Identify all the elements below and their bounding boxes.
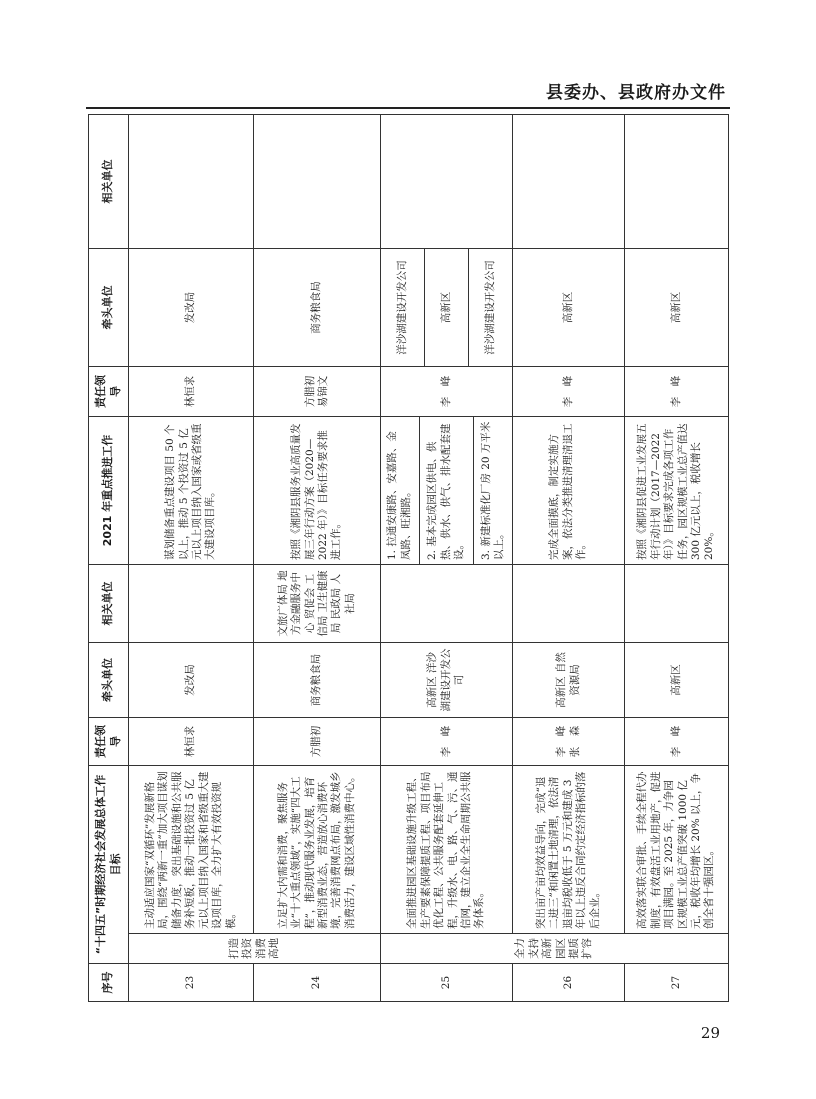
- row-related: [513, 565, 625, 643]
- row-leader: 李 峰: [381, 718, 513, 766]
- header-related-2: 相关单位: [89, 115, 129, 249]
- row-leader-2: 李 峰: [513, 367, 625, 417]
- row-leader: 方腊初: [254, 718, 381, 766]
- row-leader-2: 李 峰: [625, 367, 729, 417]
- row-related-2: [381, 115, 513, 249]
- header-lead-unit-2: 牵头单位: [89, 249, 129, 367]
- table-row: [254, 115, 381, 1002]
- row-related-2: [129, 115, 254, 249]
- header-work-2021: 2021 年重点推进工作: [89, 417, 129, 565]
- lead-unit-item: 洋沙湖建设开发公司: [381, 249, 424, 366]
- row-seq: 27: [625, 964, 729, 1002]
- row-leader-2: 李 峰: [381, 367, 513, 417]
- row-seq: 23: [129, 964, 254, 1002]
- row-leader-2: 林恒求: [129, 367, 254, 417]
- row-goal: 突出亩产亩均效益导向，完成“退二进三”和闲置土地清理，依法清退亩均税收低于 5 万元和建成 3 年以上违反合同约定经济指标的落后企业。: [513, 766, 625, 934]
- rotated-table-container: [88, 115, 728, 1002]
- table-row: [513, 115, 625, 1002]
- row-lead-unit: 商务粮食局: [254, 643, 381, 718]
- category-cell: 全力支持高新园区提质扩容: [381, 934, 729, 964]
- lead-unit-item: 高新区: [424, 249, 468, 366]
- row-work: 谋划储备重点建设项目 50 个以上，推动 5 个投资过 5 亿元以上项目纳入国家或省级重大建设项目库。: [129, 417, 254, 565]
- work-item: 3. 新建标准化厂房 20 万平米以上。: [479, 421, 506, 560]
- row-related-2: [254, 115, 381, 249]
- row-lead-unit: 发改局: [129, 643, 254, 718]
- row-lead-unit: 高新区 洋沙湖建设开发公司: [381, 643, 513, 718]
- row-related: 文旅广体局 地方金融服务中心 贸促会 工信局 卫生健康局 民政局 人社局: [254, 565, 381, 643]
- page-number: 29: [700, 1024, 720, 1042]
- table-header-row: [89, 115, 129, 1002]
- row-lead-unit-2: 商务粮食局: [254, 249, 381, 367]
- row-related: [625, 565, 729, 643]
- category-cell: 打造投资消费高地: [129, 934, 381, 964]
- row-goal: 全面推进园区基础设施升级工程、生产要素保障提质工程、项目布局优化工程、公共服务配套延伸工程，升级水、电、路、气、污、通信网，建立企业全生命周期公共服务体系。: [381, 766, 513, 934]
- row-leader: 李 峰 张 森: [513, 718, 625, 766]
- row-related: [129, 565, 254, 643]
- work-target-table: [88, 114, 729, 1002]
- row-lead-unit-2: 发改局: [129, 249, 254, 367]
- row-related-2: [513, 115, 625, 249]
- header-related: 相关单位: [89, 565, 129, 643]
- row-leader: 李 峰: [625, 718, 729, 766]
- header-leader: 责任领导: [89, 718, 129, 766]
- header-goal: “十四五”时期经济社会发展总体工作目标: [89, 766, 129, 964]
- row-related-2: [625, 115, 729, 249]
- table-row: [625, 115, 729, 1002]
- row-lead-unit: 高新区 自然资源局: [513, 643, 625, 718]
- work-item: 1. 拉通安康路、安嘉路、金凤路、旺湘路。: [381, 417, 419, 564]
- row-seq: 26: [513, 964, 625, 1002]
- work-item: 2. 基本完成园区供电、供热、供水、供气、排水配套建设。: [419, 417, 474, 564]
- row-work: 完成全面摸底，制定实施方案，依法分类推进清理清退工作。: [513, 417, 625, 565]
- row-lead-unit-2: 高新区: [513, 249, 625, 367]
- row-goal: 主动适应国家“双循环”发展新格局，围绕“两新一重”加大项目谋划储备力度，突出基础设施和公共服务补短板，推动一批投资过 5 亿元以上项目纳入国家和省级重大建设项目库，全力扩大有效投资规模。: [129, 766, 254, 934]
- header-seq: 序号: [89, 964, 129, 1002]
- row-seq: 24: [254, 964, 381, 1002]
- header-lead-unit: 牵头单位: [89, 643, 129, 718]
- header-divider: [86, 107, 730, 109]
- row-work: 按照《湘阴县服务业高质量发展三年行动方案（2020—2022 年）》目标任务要求推进工作。: [254, 417, 381, 565]
- table-row: [381, 115, 513, 1002]
- row-leader: 林恒求: [129, 718, 254, 766]
- row-goal: 立足扩大内需和消费，聚焦服务业“十大重点领域”，实施“四大工程”，推动现代服务业发展，培育新型消费业态，营造放心消费环境，完善消费网点布局，激发城乡消费活力，建设区域性消费中心。: [254, 766, 381, 934]
- document-header-title: 县委办、县政府办文件: [546, 83, 726, 103]
- row-leader-2: 方腊初 易锦文: [254, 367, 381, 417]
- row-related: [381, 565, 513, 643]
- row-goal: 高效落实联合审批、手续全程代办制度，有效盘活工业用地产，促进项目满园。至 2025 年，力争园区规模工业总产值突破 1000 亿元，税收年均增长 20% 以上，争创全省十强园区。: [625, 766, 729, 934]
- row-work-list: [381, 417, 513, 565]
- lead-unit-item: 洋沙湖建设开发公司: [483, 260, 496, 355]
- row-seq: 25: [381, 964, 513, 1002]
- row-work: 按照《湘阴县促进工业发展五年行动计划（2017—2022 年）》目标要求完成各项工作任务，园区规模工业总产值达 300 亿元以上，税收增长 20%。: [625, 417, 729, 565]
- row-lead-unit: 高新区: [625, 643, 729, 718]
- row-lead-unit-2-list: [381, 249, 513, 367]
- table-row: [129, 115, 254, 1002]
- header-leader-2: 责任领导: [89, 367, 129, 417]
- row-lead-unit-2: 高新区: [625, 249, 729, 367]
